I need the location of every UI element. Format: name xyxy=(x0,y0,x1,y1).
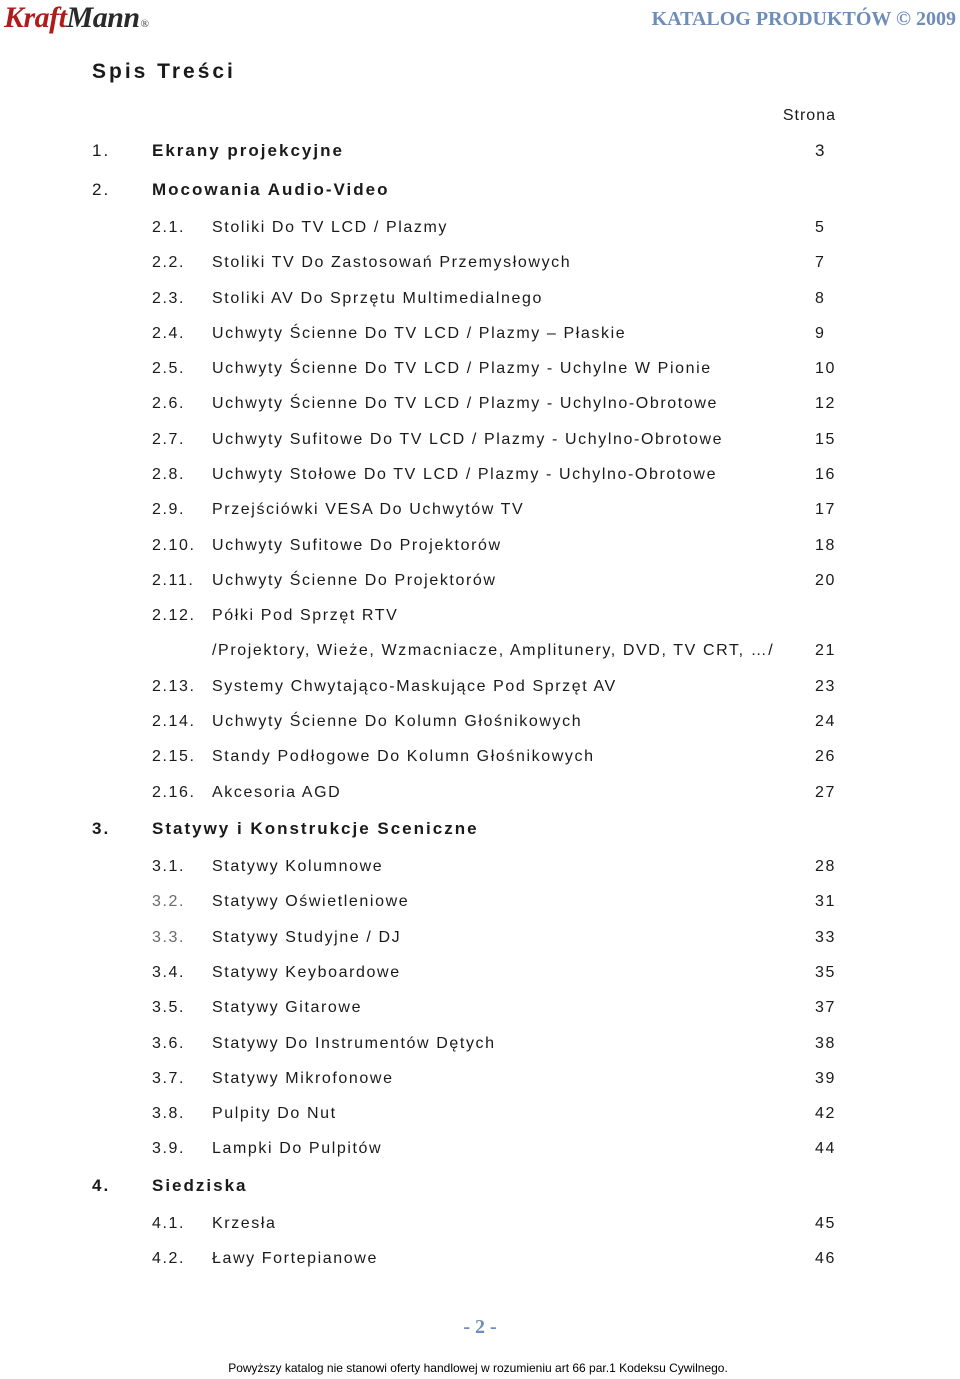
toc-label: Standy Podłogowe Do Kolumn Głośnikowych xyxy=(212,748,595,765)
toc-row xyxy=(0,858,960,880)
toc-label: Krzesła xyxy=(212,1215,277,1232)
toc-page-number: 35 xyxy=(815,964,836,981)
toc-page-number: 44 xyxy=(815,1140,836,1157)
toc-label: Statywy Oświetleniowe xyxy=(212,893,410,910)
toc-label: Pulpity Do Nut xyxy=(212,1105,337,1122)
toc-row xyxy=(0,466,960,488)
toc-row xyxy=(0,219,960,241)
toc-page-number: 8 xyxy=(815,290,826,307)
toc-page-number: 15 xyxy=(815,431,836,448)
toc-row xyxy=(0,431,960,453)
toc-number: 2.4. xyxy=(152,325,186,342)
toc-number: 2.12. xyxy=(152,607,196,624)
toc-page-number: 3 xyxy=(815,141,827,160)
logo-text-mann: Mann xyxy=(66,1,140,34)
toc-label: Uchwyty Ścienne Do TV LCD / Plazmy - Uchylne W Pionie xyxy=(212,360,712,377)
toc-label: Stoliki AV Do Sprzętu Multimedialnego xyxy=(212,290,544,307)
page-number: - 2 - xyxy=(463,1316,497,1338)
toc-row xyxy=(0,572,960,594)
toc-row xyxy=(0,1070,960,1092)
toc-page-number: 33 xyxy=(815,929,836,946)
toc-number: 2.3. xyxy=(152,290,186,307)
toc-number: 3.7. xyxy=(152,1070,186,1087)
toc-row xyxy=(0,180,960,202)
toc-row xyxy=(0,1250,960,1272)
toc-row xyxy=(0,964,960,986)
toc-row xyxy=(0,1176,960,1198)
toc-label: Akcesoria AGD xyxy=(212,784,342,801)
toc-row xyxy=(0,1215,960,1237)
toc-row xyxy=(0,325,960,347)
toc-label: Statywy Gitarowe xyxy=(212,999,363,1016)
toc-number: 2.9. xyxy=(152,501,186,518)
toc-row xyxy=(0,395,960,417)
page-column-header: Strona xyxy=(782,107,836,124)
toc-number: 3.4. xyxy=(152,964,186,981)
toc-number: 2.5. xyxy=(152,360,186,377)
page-title: Spis Treści xyxy=(92,60,236,83)
toc-row xyxy=(0,642,960,664)
toc-number: 3.9. xyxy=(152,1140,186,1157)
toc-number: 2.11. xyxy=(152,572,195,589)
toc-number: 1. xyxy=(92,141,111,160)
toc-page-number: 9 xyxy=(815,325,826,342)
toc-page-number: 38 xyxy=(815,1035,836,1052)
toc-number: 2.14. xyxy=(152,713,196,730)
toc-label: Uchwyty Ścienne Do Projektorów xyxy=(212,572,497,589)
toc-number: 2.8. xyxy=(152,466,186,483)
toc-label: Ławy Fortepianowe xyxy=(212,1250,378,1267)
toc-page-number: 46 xyxy=(815,1250,836,1267)
toc-number: 3.1. xyxy=(152,858,186,875)
toc-label: Stoliki TV Do Zastosowań Przemysłowych xyxy=(212,254,572,271)
toc-label: Ekrany projekcyjne xyxy=(152,141,344,160)
toc-number: 2. xyxy=(92,180,111,199)
toc-label: Siedziska xyxy=(152,1176,248,1195)
toc-page-number: 5 xyxy=(815,219,826,236)
toc-number: 2.13. xyxy=(152,678,196,695)
toc-label: Uchwyty Ścienne Do TV LCD / Plazmy – Płaskie xyxy=(212,325,627,342)
toc-number: 3. xyxy=(92,819,111,838)
toc-label: Uchwyty Ścienne Do Kolumn Głośnikowych xyxy=(212,713,583,730)
toc-row xyxy=(0,784,960,806)
toc-number: 2.16. xyxy=(152,784,196,801)
toc-row xyxy=(0,678,960,700)
toc-label: Statywy Mikrofonowe xyxy=(212,1070,394,1087)
catalog-title: KATALOG PRODUKTÓW © 2009 xyxy=(651,8,956,30)
toc-page-number: 45 xyxy=(815,1215,836,1232)
toc-number: 4.2. xyxy=(152,1250,186,1267)
toc-number: 2.1. xyxy=(152,219,186,236)
toc-page-number: 37 xyxy=(815,999,836,1016)
toc-label: Statywy Kolumnowe xyxy=(212,858,384,875)
toc-row xyxy=(0,713,960,735)
toc-label: Systemy Chwytająco-Maskujące Pod Sprzęt AV xyxy=(212,678,617,695)
toc-number: 3.5. xyxy=(152,999,186,1016)
toc-label: Statywy Studyjne / DJ xyxy=(212,929,402,946)
toc-number: 2.2. xyxy=(152,254,186,271)
toc-row xyxy=(0,501,960,523)
toc-label: /Projektory, Wieże, Wzmacniacze, Amplitunery, DVD, TV CRT, …/ xyxy=(212,642,775,659)
toc-page-number: 18 xyxy=(815,537,836,554)
toc-number: 2.10. xyxy=(152,537,196,554)
toc-page-number: 42 xyxy=(815,1105,836,1122)
toc-label: Uchwyty Ścienne Do TV LCD / Plazmy - Uchylno-Obrotowe xyxy=(212,395,718,412)
toc-label: Uchwyty Sufitowe Do Projektorów xyxy=(212,537,502,554)
toc-number: 3.8. xyxy=(152,1105,186,1122)
toc-label: Uchwyty Sufitowe Do TV LCD / Plazmy - Uchylno-Obrotowe xyxy=(212,431,724,448)
toc-page-number: 16 xyxy=(815,466,836,483)
toc-row xyxy=(0,141,960,163)
toc-page-number: 26 xyxy=(815,748,836,765)
toc-page-number: 17 xyxy=(815,501,836,518)
toc-row xyxy=(0,893,960,915)
toc-page-number: 31 xyxy=(815,893,836,910)
toc-number: 3.6. xyxy=(152,1035,186,1052)
toc-row xyxy=(0,748,960,770)
toc-number: 4.1. xyxy=(152,1215,186,1232)
toc-number: 2.6. xyxy=(152,395,186,412)
toc-label: Uchwyty Stołowe Do TV LCD / Plazmy - Uchylno-Obrotowe xyxy=(212,466,718,483)
toc-page-number: 10 xyxy=(815,360,836,377)
toc-label: Stoliki Do TV LCD / Plazmy xyxy=(212,219,449,236)
toc-number: 2.7. xyxy=(152,431,186,448)
toc-row xyxy=(0,1105,960,1127)
toc-number: 4. xyxy=(92,1176,111,1195)
toc-page-number: 24 xyxy=(815,713,836,730)
toc-label: Mocowania Audio-Video xyxy=(152,180,390,199)
toc-label: Przejściówki VESA Do Uchwytów TV xyxy=(212,501,525,518)
toc-number: 2.15. xyxy=(152,748,196,765)
toc-number: 3.2. xyxy=(152,893,186,910)
toc-row xyxy=(0,537,960,559)
toc-row xyxy=(0,607,960,629)
toc-row xyxy=(0,1035,960,1057)
toc-row xyxy=(0,1140,960,1162)
toc-page-number: 39 xyxy=(815,1070,836,1087)
toc-row xyxy=(0,290,960,312)
toc-row xyxy=(0,929,960,951)
toc-label: Statywy Keyboardowe xyxy=(212,964,401,981)
toc-page-number: 27 xyxy=(815,784,836,801)
toc-row xyxy=(0,360,960,382)
toc-label: Statywy i Konstrukcje Sceniczne xyxy=(152,819,479,838)
toc-page-number: 12 xyxy=(815,395,836,412)
toc-row xyxy=(0,999,960,1021)
logo-text-kraft: Kraft xyxy=(4,1,67,34)
footer-disclaimer: Powyższy katalog nie stanowi oferty handlowej w rozumieniu art 66 par.1 Kodeksu Cywilnego. xyxy=(228,1361,728,1375)
toc-page-number: 23 xyxy=(815,678,836,695)
toc-page-number: 20 xyxy=(815,572,836,589)
toc-label: Lampki Do Pulpitów xyxy=(212,1140,383,1157)
toc-page-number: 7 xyxy=(815,254,826,271)
registered-mark: ® xyxy=(140,18,149,30)
toc-page-number: 21 xyxy=(815,642,836,659)
toc-row xyxy=(0,819,960,841)
toc-row xyxy=(0,254,960,276)
toc-label: Półki Pod Sprzęt RTV xyxy=(212,607,399,624)
toc-page-number: 28 xyxy=(815,858,836,875)
toc-number: 3.3. xyxy=(152,929,186,946)
toc-label: Statywy Do Instrumentów Dętych xyxy=(212,1035,496,1052)
